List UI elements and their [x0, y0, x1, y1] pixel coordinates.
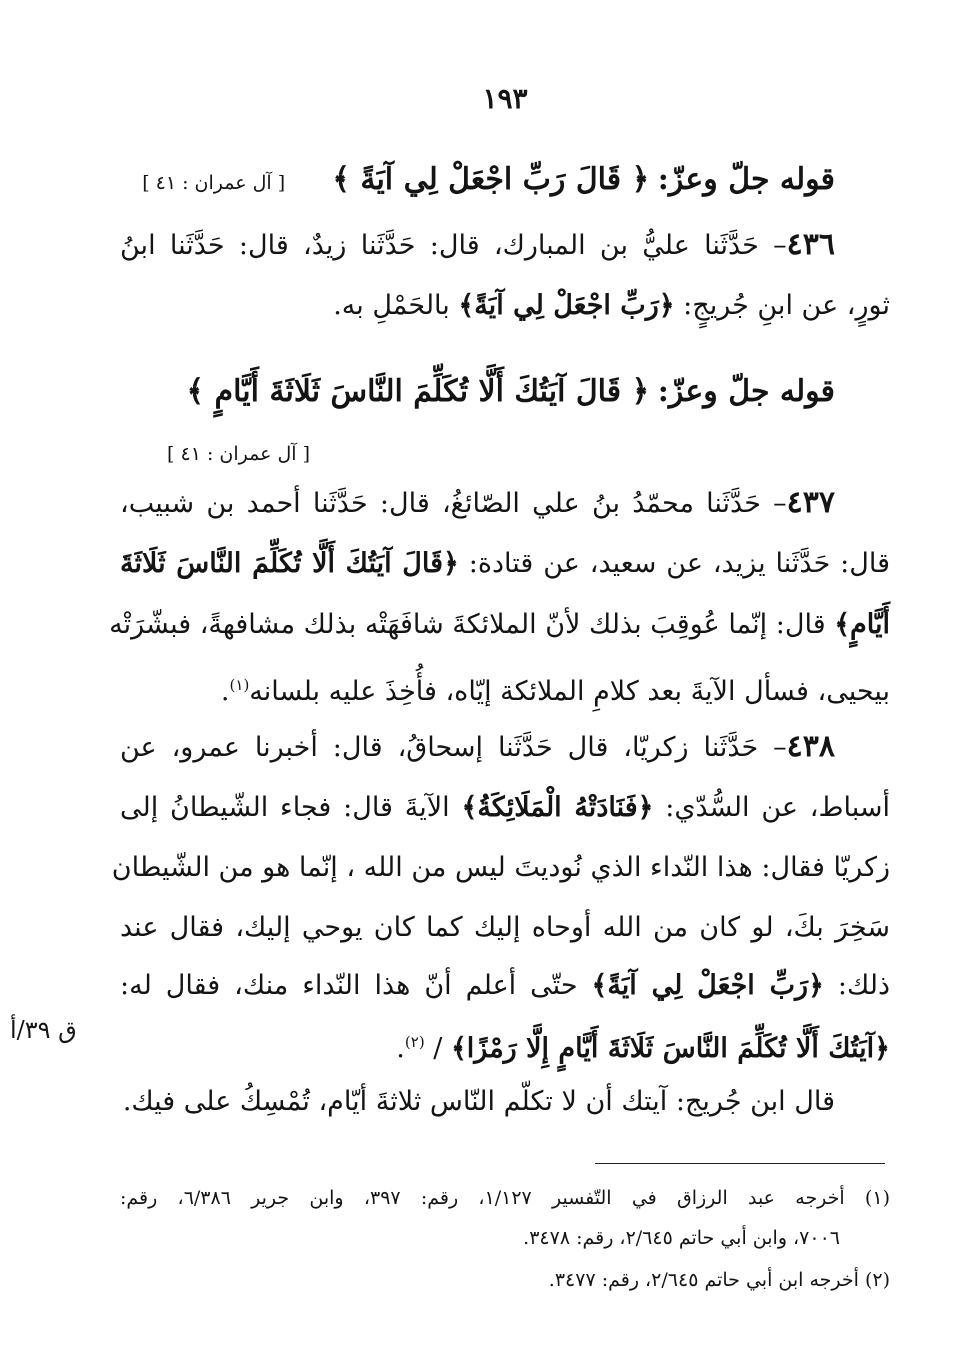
heading-1	[120, 160, 835, 203]
hadith-438-line-5-a: ذلك:	[837, 970, 890, 1001]
page-number: ١٩٣	[482, 82, 528, 115]
hadith-437-line-2	[120, 544, 890, 584]
hadith-438-verse-2: ﴿رَبِّ اجْعَلْ لِي آيَةً﴾	[591, 970, 824, 1001]
hadith-436-line-2	[120, 286, 890, 326]
hadith-437-verse-start: ﴿قَالَ آيَتُكَ أَلَّا تُكَلِّمَ النَّاسَ ثَلَاثَةَ	[120, 548, 459, 579]
hadith-438-line-1-text: – حَدَّثَنا زكريّا، قال حَدَّثَنا إسحاقُ، قال: أخبرنا عمرو، عن	[120, 732, 787, 763]
hadith-438-line-3	[111, 848, 890, 888]
hadith-436-line-1-text: – حَدَّثَنا عليُّ بن المبارك، قال: حَدَّثَنا زيدٌ، قال: حَدَّثَنا ابنُ	[120, 230, 787, 261]
hadith-437-number: ٤٣٧	[786, 485, 835, 520]
heading-2	[120, 372, 835, 413]
hadith-437-line-4-end: .	[220, 676, 230, 707]
hadith-437-verse-end: أَيَّامٍ﴾	[834, 609, 890, 640]
footnote-1-line-1: (١) أخرجه عبد الرزاق في التّفسير ١/١٢٧، رقم: ٣٩٧، وابن جرير ٦/٣٨٦، رقم:	[120, 1187, 890, 1209]
heading-2-verse: ﴿ قَالَ آيَتُكَ أَلَّا تُكَلِّمَ النَّاسَ ثَلَاثَةَ أَيَّامٍ ﴾	[186, 374, 650, 409]
hadith-438-line-6	[120, 1022, 890, 1069]
footnote-divider	[595, 1163, 885, 1164]
hadith-438-line-2	[120, 788, 890, 828]
hadith-436-verse: ﴿رَبِّ اجْعَلْ لِي آيَةً﴾	[458, 290, 675, 321]
footnote-1-line-2: ٧٠٠٦، وابن أبي حاتم ٢/٦٤٥، رقم: ٣٤٧٨.	[523, 1227, 840, 1249]
hadith-437-line-2-a: قال: حَدَّثَنا يزيد، عن سعيد، عن قتادة:	[468, 548, 890, 579]
hadith-438-line-2-a: أسباط، عن السُّدّي:	[665, 792, 890, 823]
hadith-438-line-4	[120, 908, 890, 948]
hadith-438-number: ٤٣٨	[786, 729, 835, 764]
closing-line	[120, 1082, 835, 1122]
hadith-437-line-4	[120, 665, 890, 712]
footnote-2: (٢) أخرجه ابن أبي حاتم ٢/٦٤٥، رقم: ٣٤٧٧.	[548, 1269, 890, 1291]
hadith-438-line-5-c: حتّى أعلم أنّ هذا النّداء منك، فقال له:	[120, 970, 578, 1001]
hadith-438-verse-3: ﴿آيَتُكَ أَلَّا تُكَلِّمَ النَّاسَ ثَلَاثَةَ أَيَّامٍ إِلَّا رَمْزًا﴾	[450, 1033, 890, 1064]
footnote-marker-2: (٢)	[404, 1033, 425, 1051]
hadith-437-line-3	[109, 605, 890, 645]
hadith-437-line-4-text: بيحيى، فسأل الآيةَ بعد كلامِ الملائكة إيّاه، فأُخِذَ عليه بلسانه	[249, 676, 890, 707]
heading-1-reference: [ آل عمران : ٤١ ]	[142, 172, 286, 194]
page-break-marker: /	[433, 1033, 443, 1064]
hadith-437-line-1-text: – حَدَّثَنا محمّدُ بنُ علي الصّائغُ، قال: حَدَّثَنا أحمد بن شبيب،	[120, 488, 787, 519]
heading-2-lead: قوله جلّ وعزّ:	[657, 374, 835, 409]
hadith-438-line-5	[120, 966, 890, 1006]
hadith-436-line-1	[120, 225, 835, 266]
hadith-438-line-3-text: زكريّا فقال: هذا النّداء الذي نُوديتَ ليس من الله ، إنّما هو من الشّيطان	[111, 852, 890, 883]
hadith-437-line-1	[120, 483, 835, 524]
heading-2-reference-line	[110, 432, 310, 474]
heading-1-lead: قوله جلّ وعزّ:	[657, 162, 835, 197]
hadith-438-line-6-end: .	[396, 1033, 405, 1064]
hadith-438-line-4-text: سَخِرَ بكَ، لو كان من الله أوحاه إليك كما كان يوحي إليك، فقال عند	[120, 912, 890, 943]
footnote-marker-1: (١)	[229, 676, 250, 694]
hadith-438-line-2-c: الآيةَ قال: فجاء الشّيطانُ إلى	[120, 792, 450, 823]
closing-text: قال ابن جُريج: آيتك أن لا تكلّم النّاس ثلاثةَ أيّام، تُمْسِكُ على فيك.	[122, 1086, 835, 1117]
hadith-438-line-1	[120, 727, 835, 768]
hadith-437-line-3-b: قال: إنّما عُوقِبَ بذلك لأنّ الملائكةَ شافَهَتْه بذلك مشافهةً، فبشّرَتْه	[109, 609, 826, 640]
hadith-436-line-2-a: ثورٍ، عن ابنِ جُريجٍ:	[683, 290, 890, 321]
hadith-436-number: ٤٣٦	[786, 227, 835, 262]
heading-2-reference: [ آل عمران : ٤١ ]	[167, 443, 310, 465]
margin-note: ق ٣٩/أ	[10, 1016, 77, 1044]
hadith-438-verse-1: ﴿فَنَادَتْهُ الْمَلَائِكَةُ﴾	[461, 792, 654, 823]
hadith-436-line-2-c: بالحَمْلِ به.	[333, 290, 450, 321]
heading-1-verse: ﴿ قَالَ رَبِّ اجْعَلْ لِي آيَةً ﴾	[332, 162, 650, 197]
